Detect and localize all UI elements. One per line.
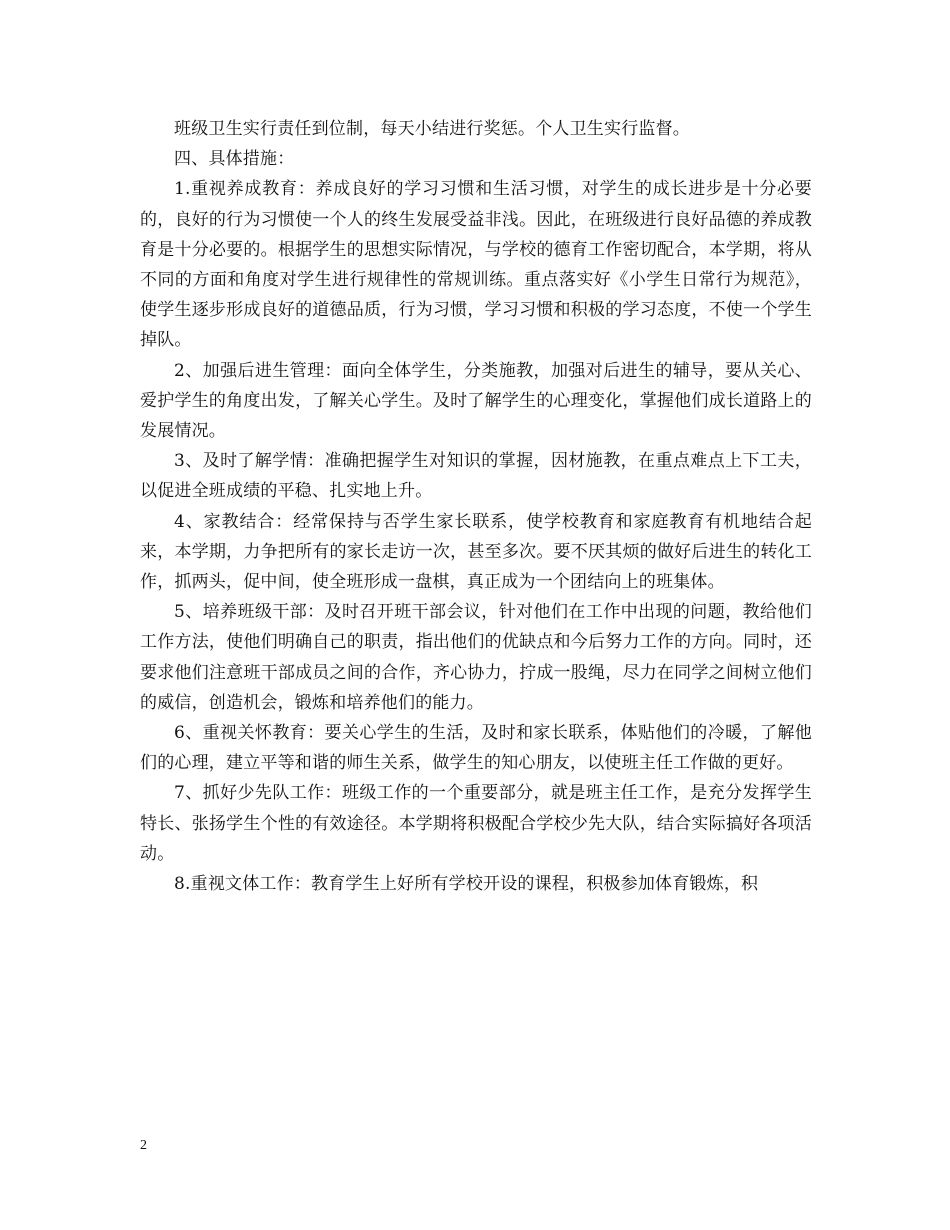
paragraph-class-cadres: 5、培养班级干部：及时召开班干部会议，针对他们在工作中出现的问题，教给他们工作方法，使他们明确自己的职责，指出他们的优缺点和今后努力工作的方向。同时，还要求他们注意班干部成员之间的合作，齐心协力，拧成一股绳，尽力在同学之间树立他们的威信，创造机会，锻炼和培养他们的能力。: [140, 602, 812, 713]
section-heading-measures: 四、具体措施：: [174, 149, 295, 170]
paragraph-sports-culture: 8.重视文体工作：教育学生上好所有学校开设的课程，积极参加体育锻炼，积: [174, 874, 759, 895]
paragraph-hygiene: 班级卫生实行责任到位制，每天小结进行奖惩。个人卫生实行监督。: [174, 119, 690, 139]
page-number: 2: [140, 1138, 147, 1153]
paragraph-home-school: 4、家教结合：经常保持与否学生家长联系，使学校教育和家庭教育有机地结合起来，本学期，力争把所有的家长走访一次，甚至多次。要不厌其烦的做好后进生的转化工作，抓两头，促中间，使全班形成一盘棋，真正成为一个团结向上的班集体。: [140, 511, 812, 593]
document-body: [140, 114, 812, 899]
paragraph-underachiever-management: 2、加强后进生管理：面向全体学生，分类施教，加强对后进生的辅导，要从关心、爱护学生的角度出发，了解关心学生。及时了解学生的心理变化，掌握他们成长道路上的发展情况。: [140, 360, 812, 442]
paragraph-habit-education: 1.重视养成教育：养成良好的学习习惯和生活习惯，对学生的成长进步是十分必要的，良好的行为习惯使一个人的终生发展受益非浅。因此，在班级进行良好品德的养成教育是十分必要的。根据学生的思想实际情况，与学校的德育工作密切配合，本学期，将从不同的方面和角度对学生进行规律性的常规训练。重点落实好《小学生日常行为规范》，使学生逐步形成良好的道德品质，行为习惯，学习习惯和积极的学习态度，不使一个学生掉队。: [140, 179, 812, 351]
paragraph-learning-status: 3、及时了解学情：准确把握学生对知识的掌握，因材施教，在重点难点上下工夫，以促进全班成绩的平稳、扎实地上升。: [140, 451, 812, 502]
paragraph-care-education: 6、重视关怀教育：要关心学生的生活，及时和家长联系，体贴他们的冷暖，了解他们的心理，建立平等和谐的师生关系，做学生的知心朋友，以使班主任工作做的更好。: [140, 723, 812, 774]
paragraph-young-pioneers: 7、抓好少先队工作：班级工作的一个重要部分，就是班主任工作，是充分发挥学生特长、张扬学生个性的有效途径。本学期将积极配合学校少先大队，结合实际搞好各项活动。: [140, 783, 812, 864]
